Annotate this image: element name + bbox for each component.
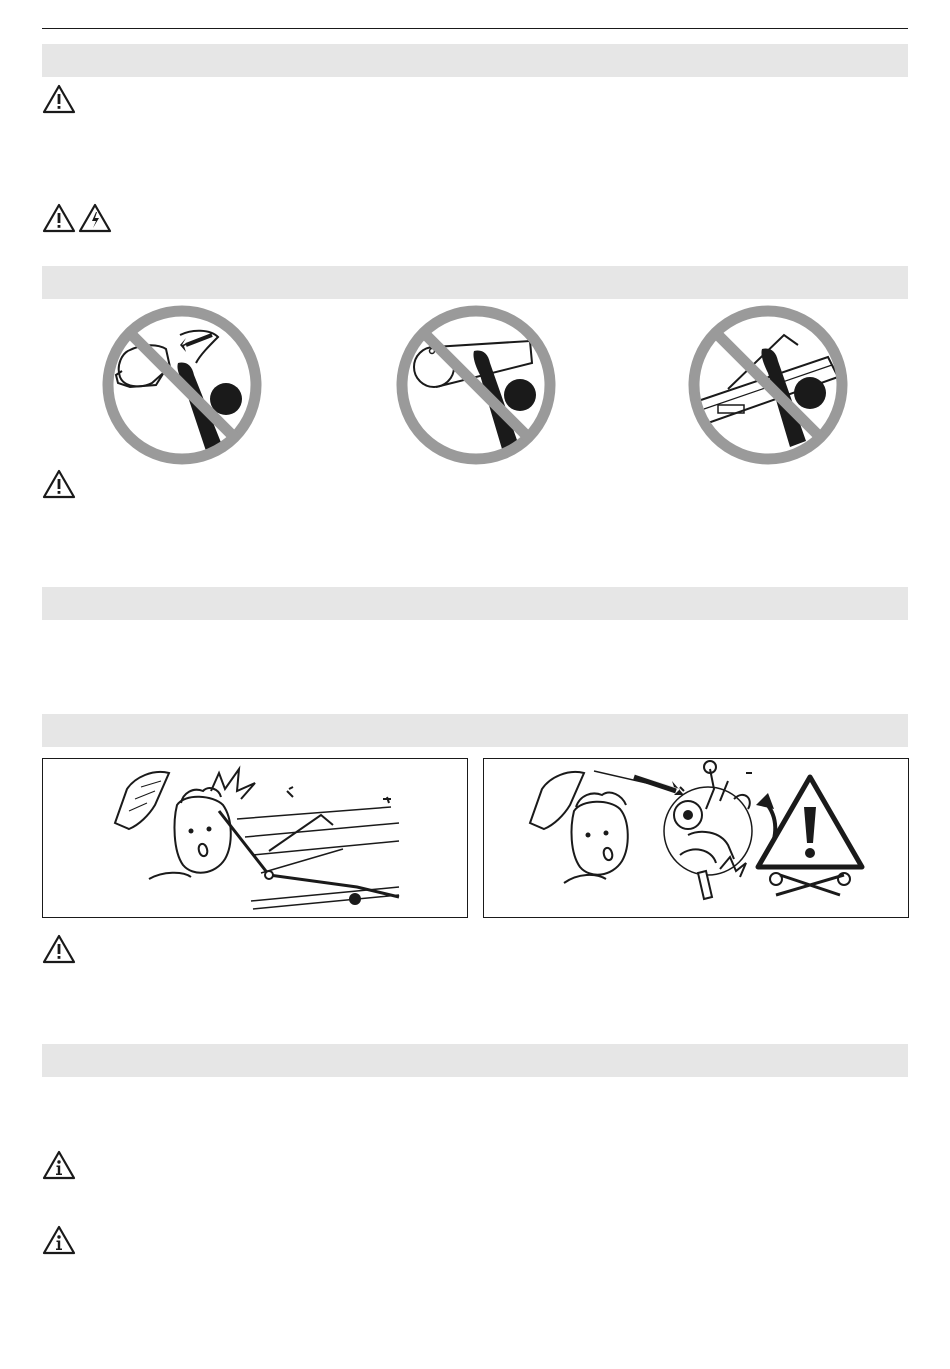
spring-hazard-illustration (42, 758, 468, 918)
no-hand-on-tube-icon (396, 305, 560, 467)
disassembly-hazard-illustration (483, 758, 909, 918)
no-hand-on-clamp-icon (100, 305, 264, 467)
warning-icon (42, 203, 76, 233)
section-header-bar (42, 587, 908, 620)
warning-icon (42, 84, 76, 114)
information-icon (42, 1225, 76, 1255)
electrical-hazard-icon (78, 203, 112, 233)
warning-icon (42, 934, 76, 964)
section-header-bar (42, 1044, 908, 1077)
warning-icon (42, 469, 76, 499)
section-header-bar (42, 44, 908, 77)
section-header-bar (42, 266, 908, 299)
header-rule (42, 28, 908, 29)
information-icon (42, 1150, 76, 1180)
no-hand-on-arm-icon (688, 305, 852, 467)
section-header-bar (42, 714, 908, 747)
